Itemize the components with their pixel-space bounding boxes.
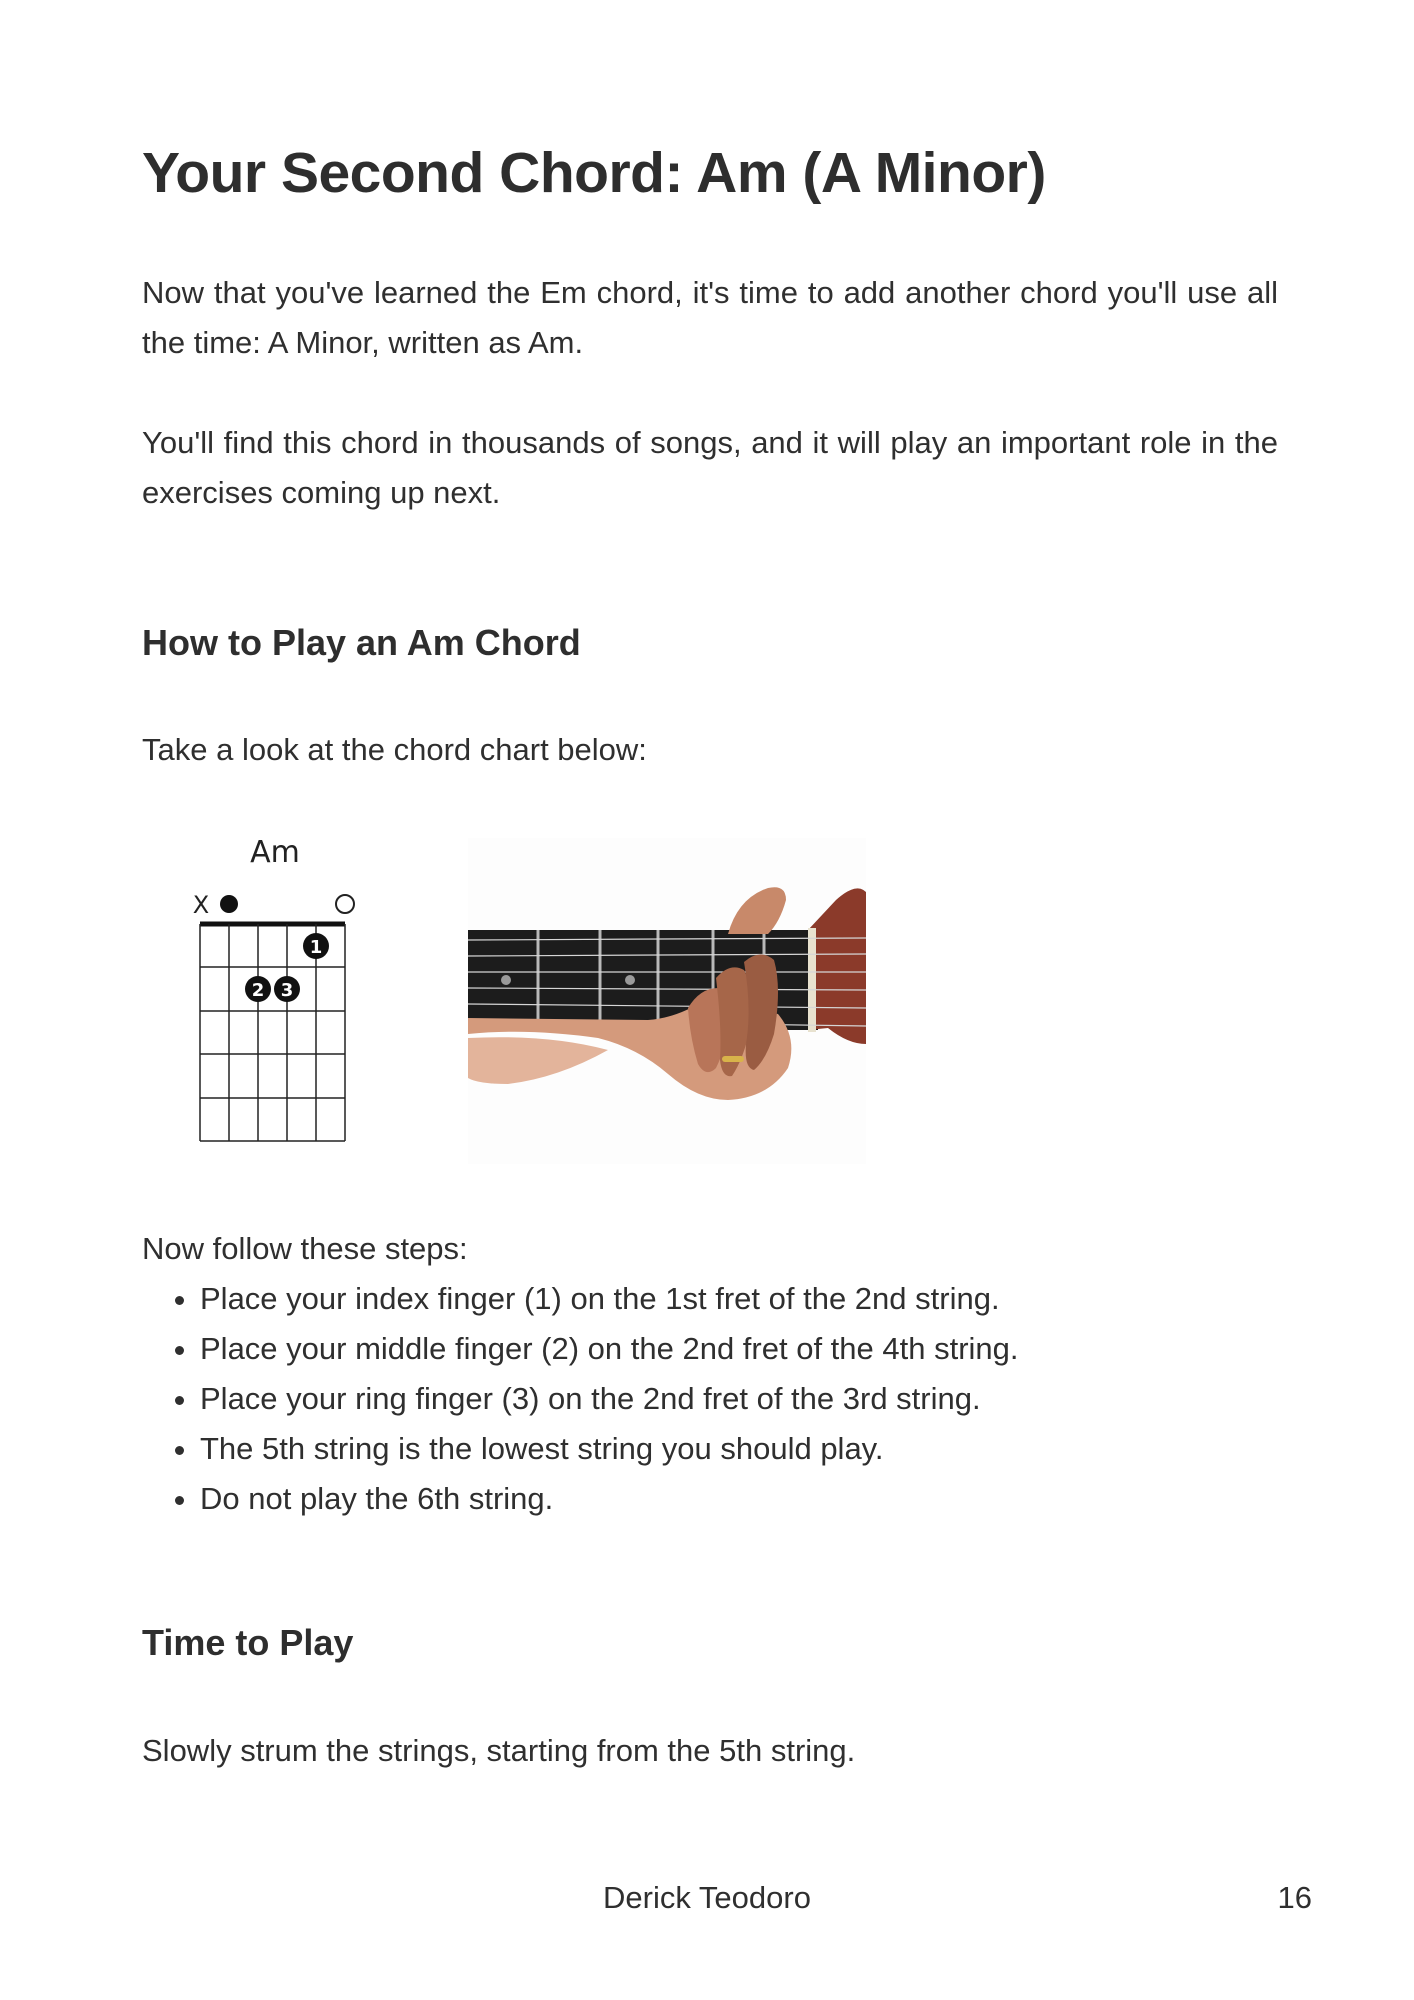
finger-2-label: 2 bbox=[251, 980, 265, 1001]
step-item-3: • Place your ring finger (3) on the 2nd fret of the 3rd string. bbox=[200, 1374, 1278, 1424]
finger-1-label: 1 bbox=[309, 937, 323, 958]
frets bbox=[200, 967, 345, 1141]
chord-name-label: Am bbox=[250, 835, 300, 870]
intro-paragraph-2: You'll find this chord in thousands of songs, and it will play an important role in the exercises coming up next. bbox=[142, 425, 1278, 510]
step-item-1: • Place your index finger (1) on the 1st fret of the 2nd string. bbox=[200, 1274, 1278, 1324]
chart-lead-text: Take a look at the chord chart below: bbox=[142, 732, 647, 767]
finger-1-dot bbox=[303, 933, 329, 959]
step-item-4: • The 5th string is the lowest string you should play. bbox=[200, 1424, 1278, 1474]
page-title: Your Second Chord: Am (A Minor) bbox=[142, 141, 1046, 205]
am-chord-hand-photo bbox=[468, 838, 866, 1164]
intro-paragraph-1: Now that you've learned the Em chord, it's time to add another chord you'll use all the time: A Minor, written as Am. bbox=[142, 275, 1278, 360]
finger-3-label: 3 bbox=[280, 980, 294, 1001]
step-item-2: • Place your middle finger (2) on the 2nd fret of the 4th string. bbox=[200, 1324, 1278, 1374]
open-string-marker bbox=[336, 895, 354, 913]
step-item-5: • Do not play the 6th string. bbox=[200, 1474, 1278, 1524]
section-heading-how-to-play: How to Play an Am Chord bbox=[142, 622, 581, 663]
page-number: 16 bbox=[1277, 1880, 1312, 1915]
am-chord-diagram bbox=[180, 826, 370, 1156]
steps-list bbox=[142, 1274, 1278, 1524]
footer-author: Derick Teodoro bbox=[603, 1880, 811, 1915]
played-string-dot bbox=[220, 895, 238, 913]
steps-lead-text: Now follow these steps: bbox=[142, 1231, 468, 1266]
play-instruction-text: Slowly strum the strings, starting from the 5th string. bbox=[142, 1733, 856, 1768]
muted-string-marker: X bbox=[192, 891, 210, 919]
finger-2-dot bbox=[245, 976, 271, 1002]
finger-3-dot bbox=[274, 976, 300, 1002]
section-heading-time-to-play: Time to Play bbox=[142, 1622, 354, 1663]
steps-section bbox=[142, 1224, 1278, 1524]
